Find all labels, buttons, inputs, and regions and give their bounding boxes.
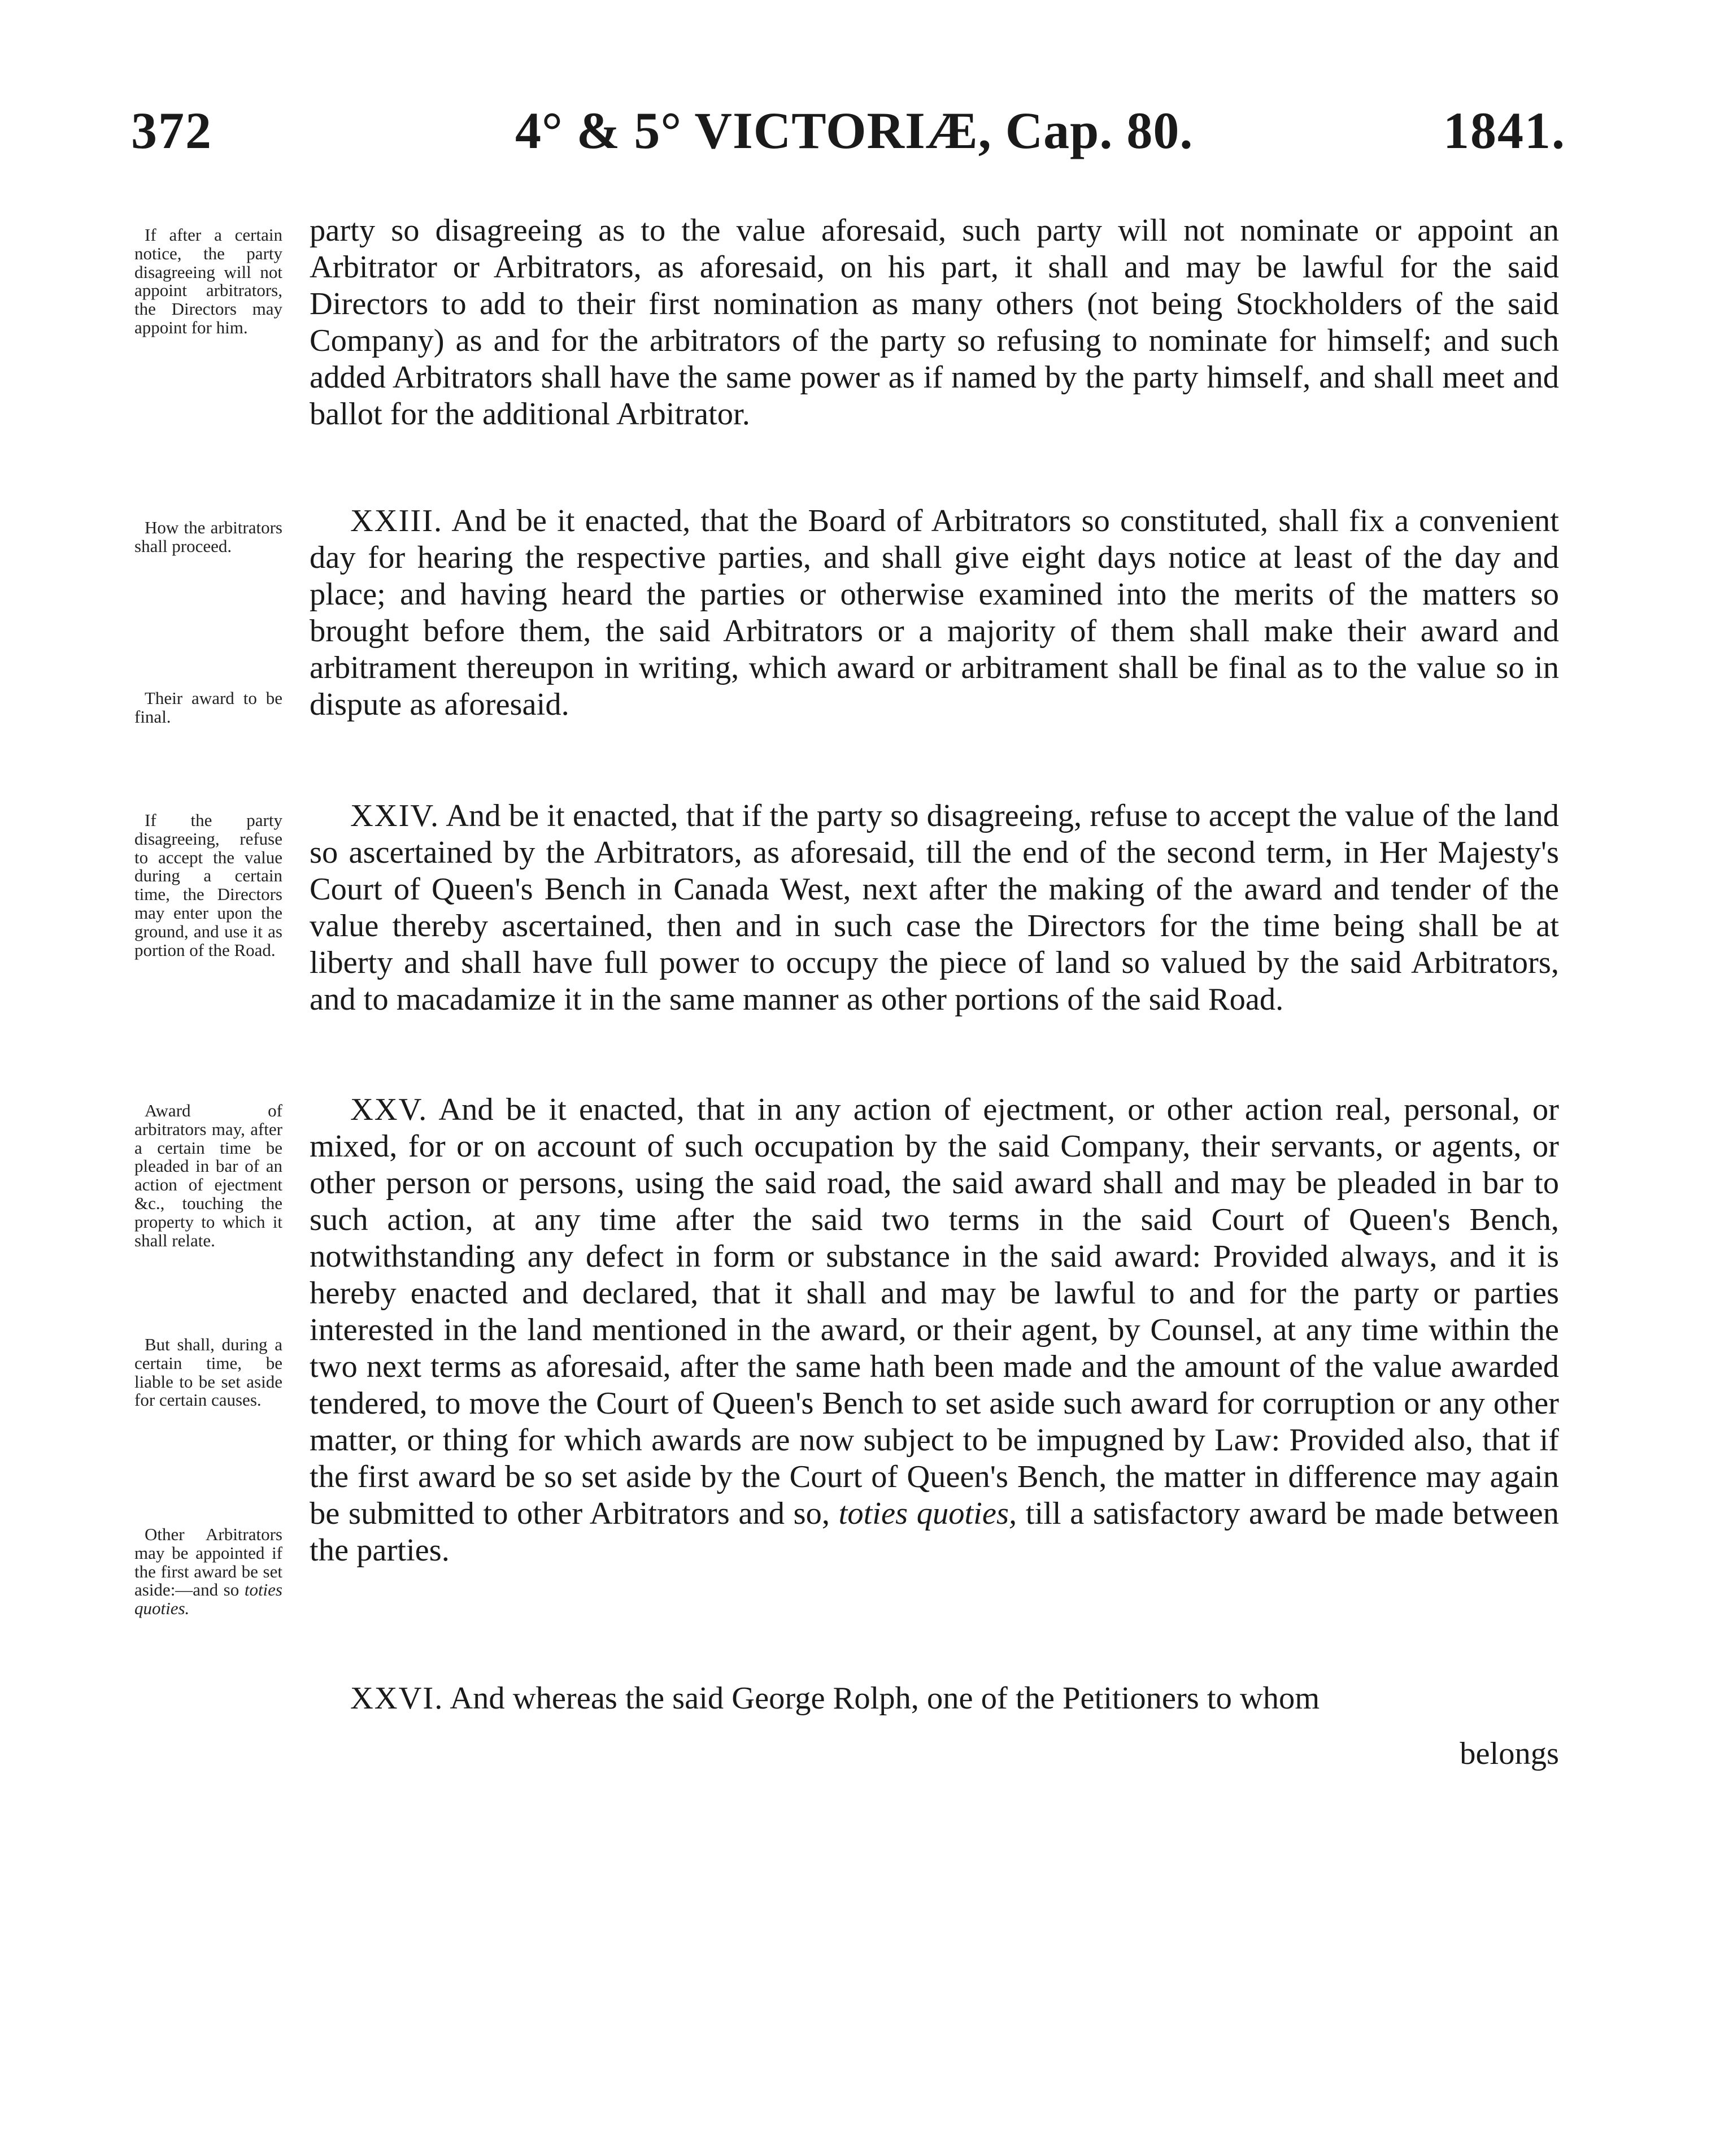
paragraph-xxiii: [310, 503, 1559, 723]
sidenote-set-aside: But shall, during a certain time, be liable to be set aside for certain causes.: [134, 1335, 282, 1410]
section-number-xxiv: XXIV.: [350, 798, 440, 833]
year: 1841.: [1443, 102, 1566, 159]
paragraph-xxvi-text: And whereas the said George Rolph, one of the Petitioners to whom: [450, 1681, 1320, 1716]
page-number: 372: [131, 102, 212, 159]
paragraph-xxv-text-b: till a satisfactory award be made between the parties.: [310, 1496, 1560, 1568]
toties-quoties-italic: toties quoties,: [838, 1496, 1017, 1531]
sidenote-toties-quoties: toties quoties.: [134, 1580, 282, 1619]
sidenote-appoint-arbitrators: If after a certain notice, the party disagreeing will not appoint arbitrators, the Directors may appoint for him.: [134, 225, 282, 337]
paragraph-xxv-text-a: And be it enacted, that in any action of ejectment, or other action real, personal, or mixed, for or on account of such occupation by the said Company, their servants, or agents, or other person or persons, using the said road, the said award shall and may be pleaded in bar to such action, at any time after the said two terms in the said Court of Queen's Bench, notwithstanding any defect in form or substance in the said award: Provided always, and it is hereby enacted and declared, that it shall and may be lawful to and for the party or parties interested in the land mentioned in the award, or their agent, by Counsel, at any time within the two next terms as aforesaid, after the same hath been made and the amount of the value awarded tendered, to move the Court of Queen's Bench to set aside such award for corruption or any other matter, or thing for which awards are now subject to be impugned by Law: Provided also, that if the first award be so set aside by the Court of Queen's Bench, the matter in difference may again be submitted to other Arbitrators and so,: [310, 1092, 1559, 1531]
paragraph-xxv: [310, 1092, 1559, 1569]
paragraph-xxiv-text: And be it enacted, that if the party so disagreeing, refuse to accept the value of the land so ascertained by the Arbitrators, as aforesaid, till the end of the second term, in Her Majesty's Court of Queen's Bench in Canada West, next after the making of the award and tender of the value thereby ascertained, then and in such case the Directors for the time being shall be at liberty and shall have full power to occupy the piece of land so valued by the said Arbitrators, and to macadamize it in the same manner as other portions of the said Road.: [310, 798, 1559, 1017]
paragraph-xxvi: [310, 1680, 1559, 1717]
sidenote-award-pleaded: Award of arbitrators may, after a certain time be pleaded in bar of an action of ejectment &c., touching the property to which it shall relate.: [134, 1101, 282, 1250]
sidenote-other-arbitrators: [134, 1525, 282, 1618]
paragraph-xxiv: [310, 798, 1559, 1018]
paragraph-continued: party so disagreeing as to the value aforesaid, such party will not nominate or appoint an Arbitrator or Arbitrators, as aforesaid, on his part, it shall and may be lawful for the said Directors to add to their first nomination as many others (not being Stockholders of the said Company) as and for the arbitrators of the party so refusing to nominate for himself; and such added Arbitrators shall have the same power as if named by the party himself, and shall meet and ballot for the additional Arbitrator.: [310, 213, 1559, 432]
paragraph-xxiii-text: And be it enacted, that the Board of Arbitrators so constituted, shall fix a convenient day for hearing the respective parties, and shall give eight days notice at least of the day and place; and having heard the parties or otherwise examined into the merits of the matters so brought before them, the said Arbitrators or a majority of them shall make their award and arbitrament thereupon in writing, which award or arbitrament shall be final as to the value so in dispute as aforesaid.: [310, 503, 1559, 722]
section-number-xxv: XXV.: [350, 1092, 428, 1127]
sidenote-other-arbitrators-text: Other Arbitrators may be appointed if the first award be set aside:—and so: [134, 1524, 282, 1600]
sidenote-how-arbitrators-proceed: How the arbitrators shall proceed.: [134, 518, 282, 556]
sidenote-award-final: Their award to be final.: [134, 688, 282, 727]
page-header: [131, 101, 1566, 174]
section-number-xxiii: XXIII.: [350, 503, 443, 538]
running-title: 4° & 5° VICTORIÆ, Cap. 80.: [515, 102, 1194, 159]
catchword: belongs: [1460, 1736, 1559, 1771]
sidenote-refuse-value: If the party disagreeing, refuse to accept the value during a certain time, the Directors may enter upon the ground, and use it as portion of the Road.: [134, 810, 282, 960]
section-number-xxvi: XXVI.: [350, 1681, 444, 1716]
